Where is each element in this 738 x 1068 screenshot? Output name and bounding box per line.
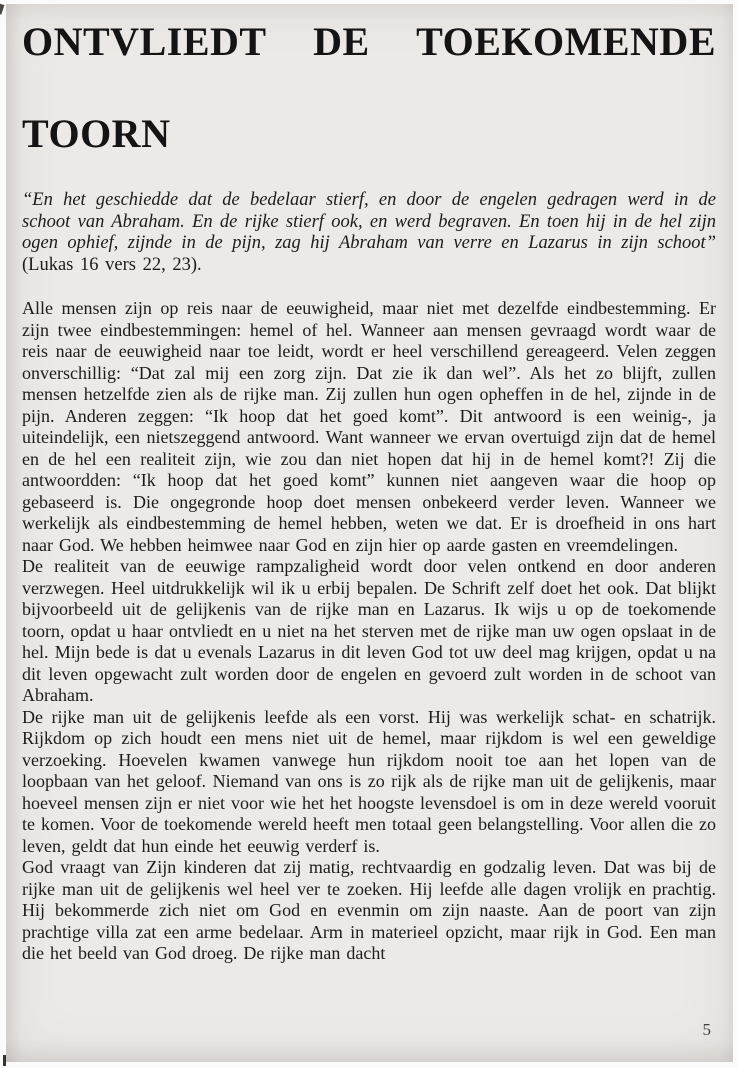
body-paragraph-2: De realiteit van de eeuwige rampzaligheid wordt door velen ontkend en door anderen verzwegen. Heel uitdrukkelijk wil ik u erbij bepalen. De Schrift zelf doet het ook. Dat blijkt bijvoorbeeld uit de gelijkenis van de rijke man en Lazarus. Ik wijs u op de toekomende toorn, opdat u haar ontvliedt en u niet na het sterven met de rijke man uw ogen opslaat in de hel. Mijn bede is dat u evenals Lazarus in dit leven God tot uw deel mag krijgen, opdat u na dit leven opgewacht zult worden door de engelen en gevoerd zult worden in de schoot van Abraham.	[22, 556, 716, 705]
scripture-quote-citation: (Lukas 16 vers 22, 23).	[22, 254, 202, 275]
body-paragraph-4: God vraagt van Zijn kinderen dat zij matig, rechtvaardig en godzalig leven. Dat was bij de rijke man uit de gelijkenis wel heel ver te zoeken. Hij leefde alle dagen vrolijk en prachtig. Hij bekommerde zich niet om God en evenmin om zijn naaste. Aan de poort van zijn prachtige villa zat een arme bedelaar. Arm in materieel opzicht, maar rijk in God. Een man die het beeld van God droeg. De rijke man dacht	[22, 857, 716, 963]
body-text	[22, 298, 716, 965]
page-number: 5	[702, 1020, 711, 1039]
page-title	[22, 4, 716, 157]
body-paragraph-1: Alle mensen zijn op reis naar de eeuwigheid, maar niet met dezelfde eindbestemming. Er zijn twee eindbestemmingen: hemel of hel. Wanneer aan mensen gevraagd wordt waar de reis naar de eeuwigheid naar toe leidt, wordt er heel verschillend gereageerd. Velen zeggen onverschillig: “Dat zal mij een zorg zijn. Dat zie ik dan wel”. Als het zo blijft, zullen mensen hetzelfde zien als de rijke man. Zij zullen hun ogen opheffen in de hel, zijnde in de pijn. Anderen zeggen: “Ik hoop dat het goed komt”. Dit antwoord is een weinig-, ja uiteindelijk, een nietszeggend antwoord. Want wanneer we ervan overtuigd zijn dat de hemel en de hel een realiteit zijn, wie zou dan niet hopen dat hij in de hemel komt?! Zij die antwoordden: “Ik hoop dat het goed komt” kunnen niet aangeven waar die hoop op gebaseerd is. Die ongegronde hoop doet mensen onbekeerd verder leven. Wanneer we werkelijk als eindbestemming de hemel hebben, weten we dat. Er is droefheid in ons hart naar God. We hebben heimwee naar God en zijn hier op aarde gasten en vreemdelingen.	[22, 298, 716, 555]
page-title-line-2: TOORN	[22, 111, 171, 156]
scan-artifact-bottom-left	[3, 1055, 6, 1066]
scan-artifact-top-left	[0, 3, 4, 14]
scripture-quote-text: “En het geschiedde dat de bedelaar stierf, en door de engelen gedragen werd in de schoot van Abraham. En de rijke stierf ook, en werd begraven. En toen hij in de hel zijn ogen ophief, zijnde in de pijn, zag hij Abraham van verre en Lazarus in zijn schoot”	[22, 190, 716, 253]
scripture-quote	[22, 190, 716, 276]
body-paragraph-3: De rijke man uit de gelijkenis leefde als een vorst. Hij was werkelijk schat- en schatrijk. Rijkdom op zich houdt een mens niet uit de hemel, maar rijkdom is wel een geweldige verzoeking. Hoevelen kwamen vanwege hun rijkdom nooit toe aan het lopen van de loopbaan van het geloof. Niemand van ons is zo rijk als de rijke man uit de gelijkenis, maar hoeveel mensen zijn er niet voor wie het het hoogste levensdoel is om in deze wereld vooruit te komen. Voor de toekomende wereld heeft men totaal geen belangstelling. Voor allen die zo leven, geldt dat hun einde het eeuwig verderf is.	[22, 706, 716, 856]
book-page	[6, 4, 733, 1062]
page-title-line-1: ONTVLIEDT DE TOEKOMENDE	[22, 19, 716, 64]
